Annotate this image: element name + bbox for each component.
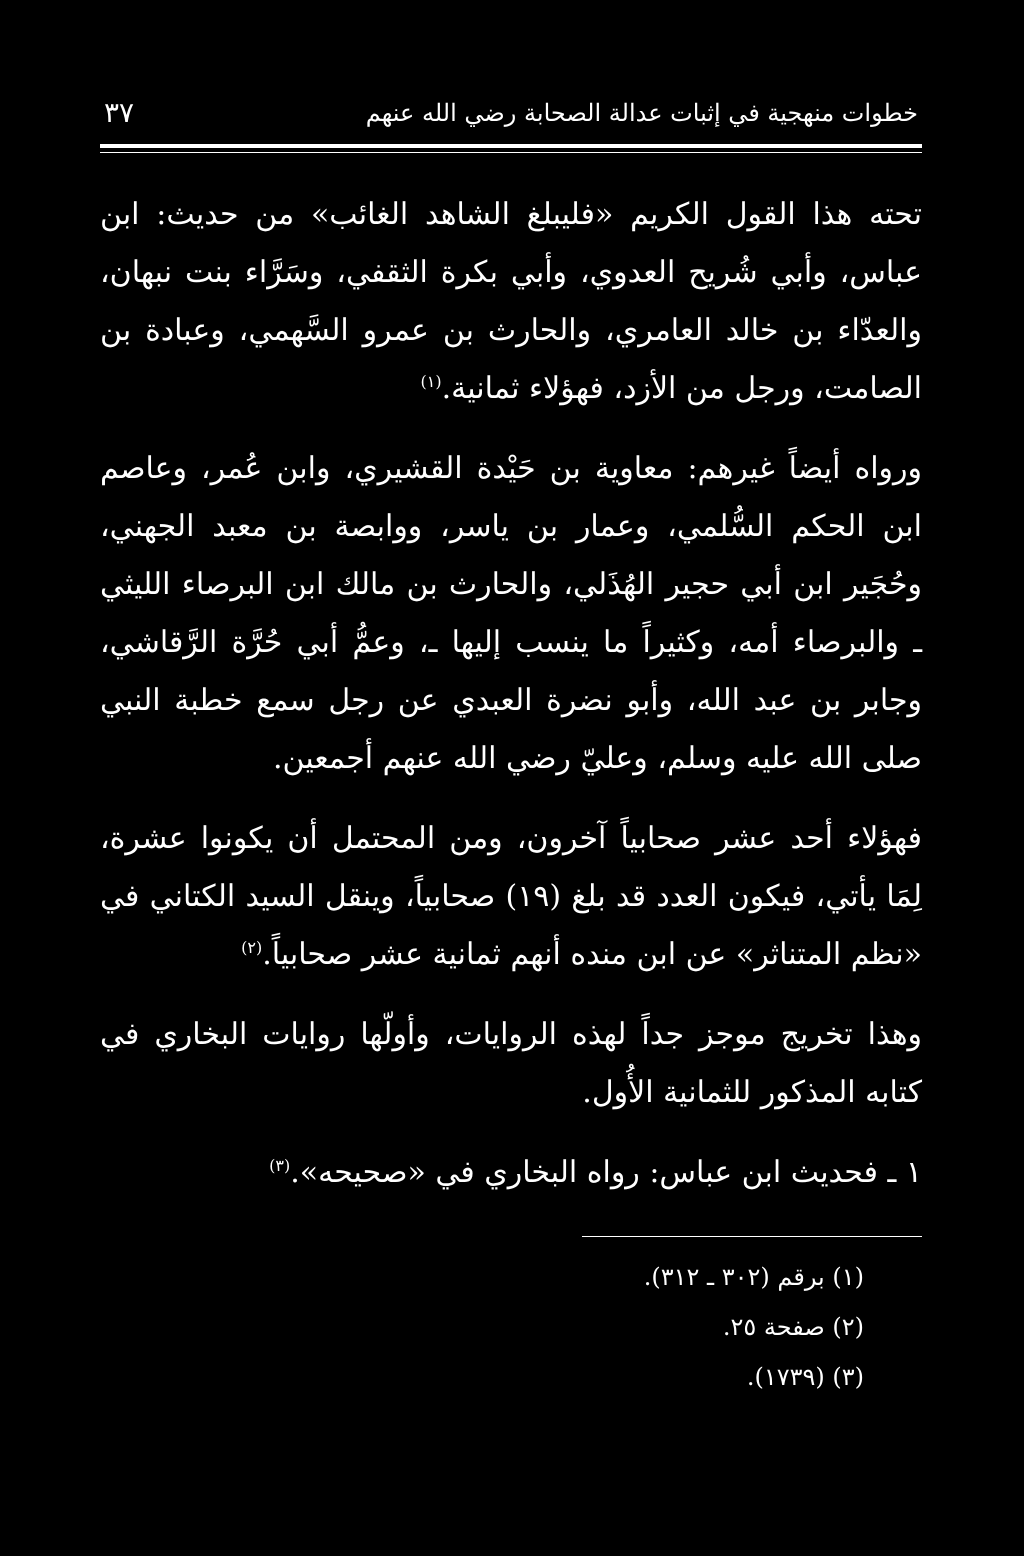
paragraph-3 <box>100 810 922 984</box>
footnote-separator <box>582 1236 922 1237</box>
paragraph-4: وهذا تخريج موجز جداً لهذه الروايات، وأولّها روايات البخاري في كتابه المذكور للثمانية الأُول. <box>100 1017 922 1110</box>
footnote-mark-2: (٢) <box>241 938 263 957</box>
numbered-item-1 <box>100 1144 922 1202</box>
paragraph-1 <box>100 186 922 418</box>
footnote-mark-1: (١) <box>420 372 442 391</box>
book-page <box>100 88 922 1528</box>
paragraph-1-text: تحته هذا القول الكريم «فليبلغ الشاهد الغائب» من حديث: ابن عباس، وأبي شُريح العدوي، وأبي بكرة الثقفي، وسَرَّاء بنت نبهان، والعدّاء بن خالد العامري، والحارث بن عمرو السَّهمي، وعبادة بن الصامت، ورجل من الأزد، فهؤلاء ثمانية. <box>100 197 922 406</box>
footnotes <box>644 1252 864 1402</box>
footnote-2: (٢) صفحة ٢٥. <box>722 1313 864 1341</box>
footnote-mark-3: (٣) <box>269 1156 291 1175</box>
header-rule-thin <box>100 152 922 153</box>
paragraph-3-text: فهؤلاء أحد عشر صحابياً آخرون، ومن المحتمل أن يكونوا عشرة، لِمَا يأتي، فيكون العدد قد بلغ (١٩) صحابياً، وينقل السيد الكتاني في «نظم المتناثر» عن ابن منده أنهم ثمانية عشر صحابياً. <box>100 821 922 972</box>
header-rule-thick <box>100 144 922 148</box>
running-title: خطوات منهجية في إثبات عدالة الصحابة رضي الله عنهم <box>365 99 918 127</box>
paragraph-2: ورواه أيضاً غيرهم: معاوية بن حَيْدة القشيري، وابن عُمر، وعاصم ابن الحكم السُّلمي، وعمار بن ياسر، ووابصة بن معبد الجهني، وحُجَير ابن أبي حجير الهُذَلي، والحارث بن مالك ابن البرصاء الليثي ـ والبرصاء أمه، وكثيراً ما ينسب إليها ـ، وعمُّ أبي حُرَّة الرَّقاشي، وجابر بن عبد الله، وأبو نضرة العبدي عن رجل سمع خطبة النبي صلى الله عليه وسلم، وعليّ رضي الله عنهم أجمعين. <box>100 451 922 776</box>
footnote-3: (٣) (١٧٣٩). <box>746 1363 864 1391</box>
body-text <box>100 186 922 1224</box>
footnote-1: (١) برقم (٣٠٢ ـ ٣١٢). <box>643 1263 864 1291</box>
running-head <box>100 88 922 138</box>
page-number: ٣٧ <box>104 96 135 129</box>
numbered-item-text: ١ ـ فحديث ابن عباس: رواه البخاري في «صحيحه». <box>290 1155 922 1190</box>
